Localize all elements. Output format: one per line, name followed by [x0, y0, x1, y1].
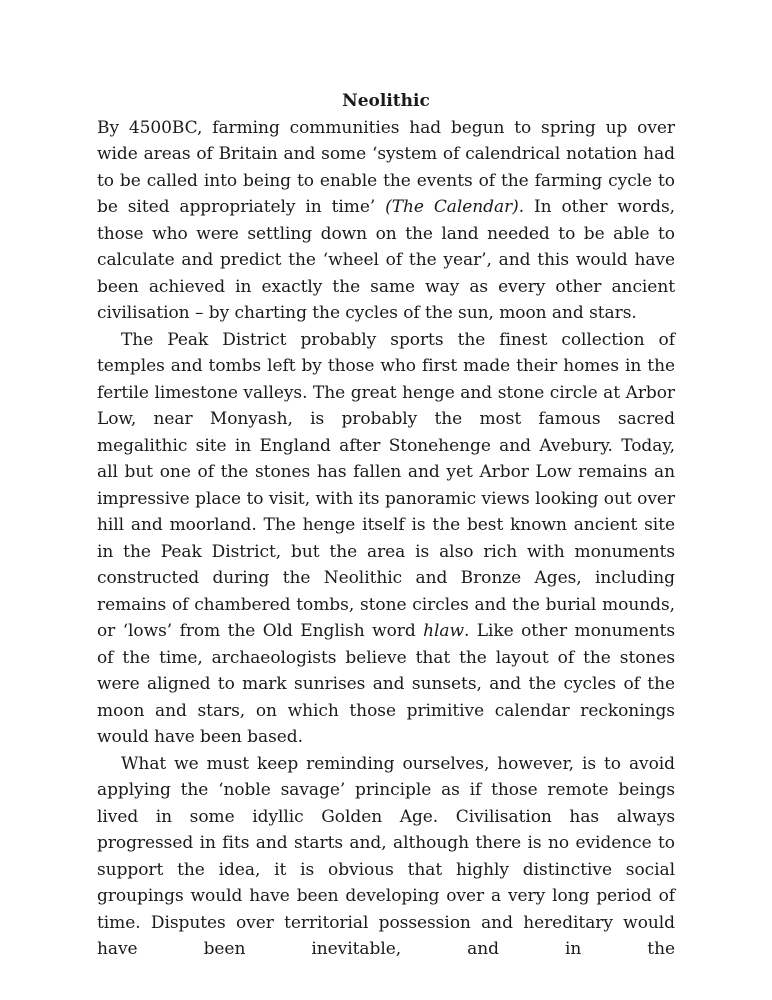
- paragraph-2-italic-word: hlaw: [423, 621, 465, 641]
- paragraph-2-text-a: The Peak District probably sports the finest collection of temples and tombs left by those who first made their homes in the fertile limestone valleys. The great henge and stone circle at Arbor Low, near Monyash, is probably the most famous sacred megalithic site in England after Stonehenge and Avebury. Today, all but one of the stones has fallen and yet Arbor Low remains an impressive place to visit, with its panoramic views looking out over hill and moorland. The henge itself is the best known ancient site in the Peak District, but the area is also rich with monuments constructed during the Neolithic and Bronze Ages, including remains of chambered tombs, stone circles and the burial mounds, or ‘lows’ from the Old English word: [97, 329, 675, 641]
- paragraph-2-text-b: . Like other monuments of the time, archaeologists believe that the layout of the stones were aligned to mark sunrises and sunsets, and the cycles of the moon and stars, on which those primitive calendar reckonings would have been based.: [97, 621, 675, 747]
- paragraph-3-text-a: What we must keep reminding ourselves, however, is to avoid applying the ‘noble savage’ principle as if those remote beings lived in some idyllic Golden Age. Civilisation has always progressed in fits and starts and, although there is no evidence to support the idea, it is obvious that highly distinctive social groupings would have been developing over a very long period of time. Disputes over territorial possession and hereditary would have been inevitable, and in the: [97, 753, 675, 959]
- paragraph-1-text-a: By 4500BC, farming communities had begun to spring up over wide areas of Britain and some ‘system of calendrical notation had to be called into being to enable the events of the farming cycle to be sited appropriately in time’: [97, 117, 675, 217]
- paragraph-1-text-b: . In other words, those who were settling down on the land needed to be able to calculate and predict the ‘wheel of the year’, and this would have been achieved in exactly the same way as every other ancient civilisation – by charting the cycles of the sun, moon and stars.: [97, 197, 675, 323]
- paragraph-1: [97, 115, 675, 327]
- paragraph-1-citation: (The Calendar): [385, 197, 519, 217]
- section-heading: Neolithic: [342, 91, 430, 111]
- paragraph-3: [97, 751, 675, 963]
- paragraph-2: [97, 327, 675, 751]
